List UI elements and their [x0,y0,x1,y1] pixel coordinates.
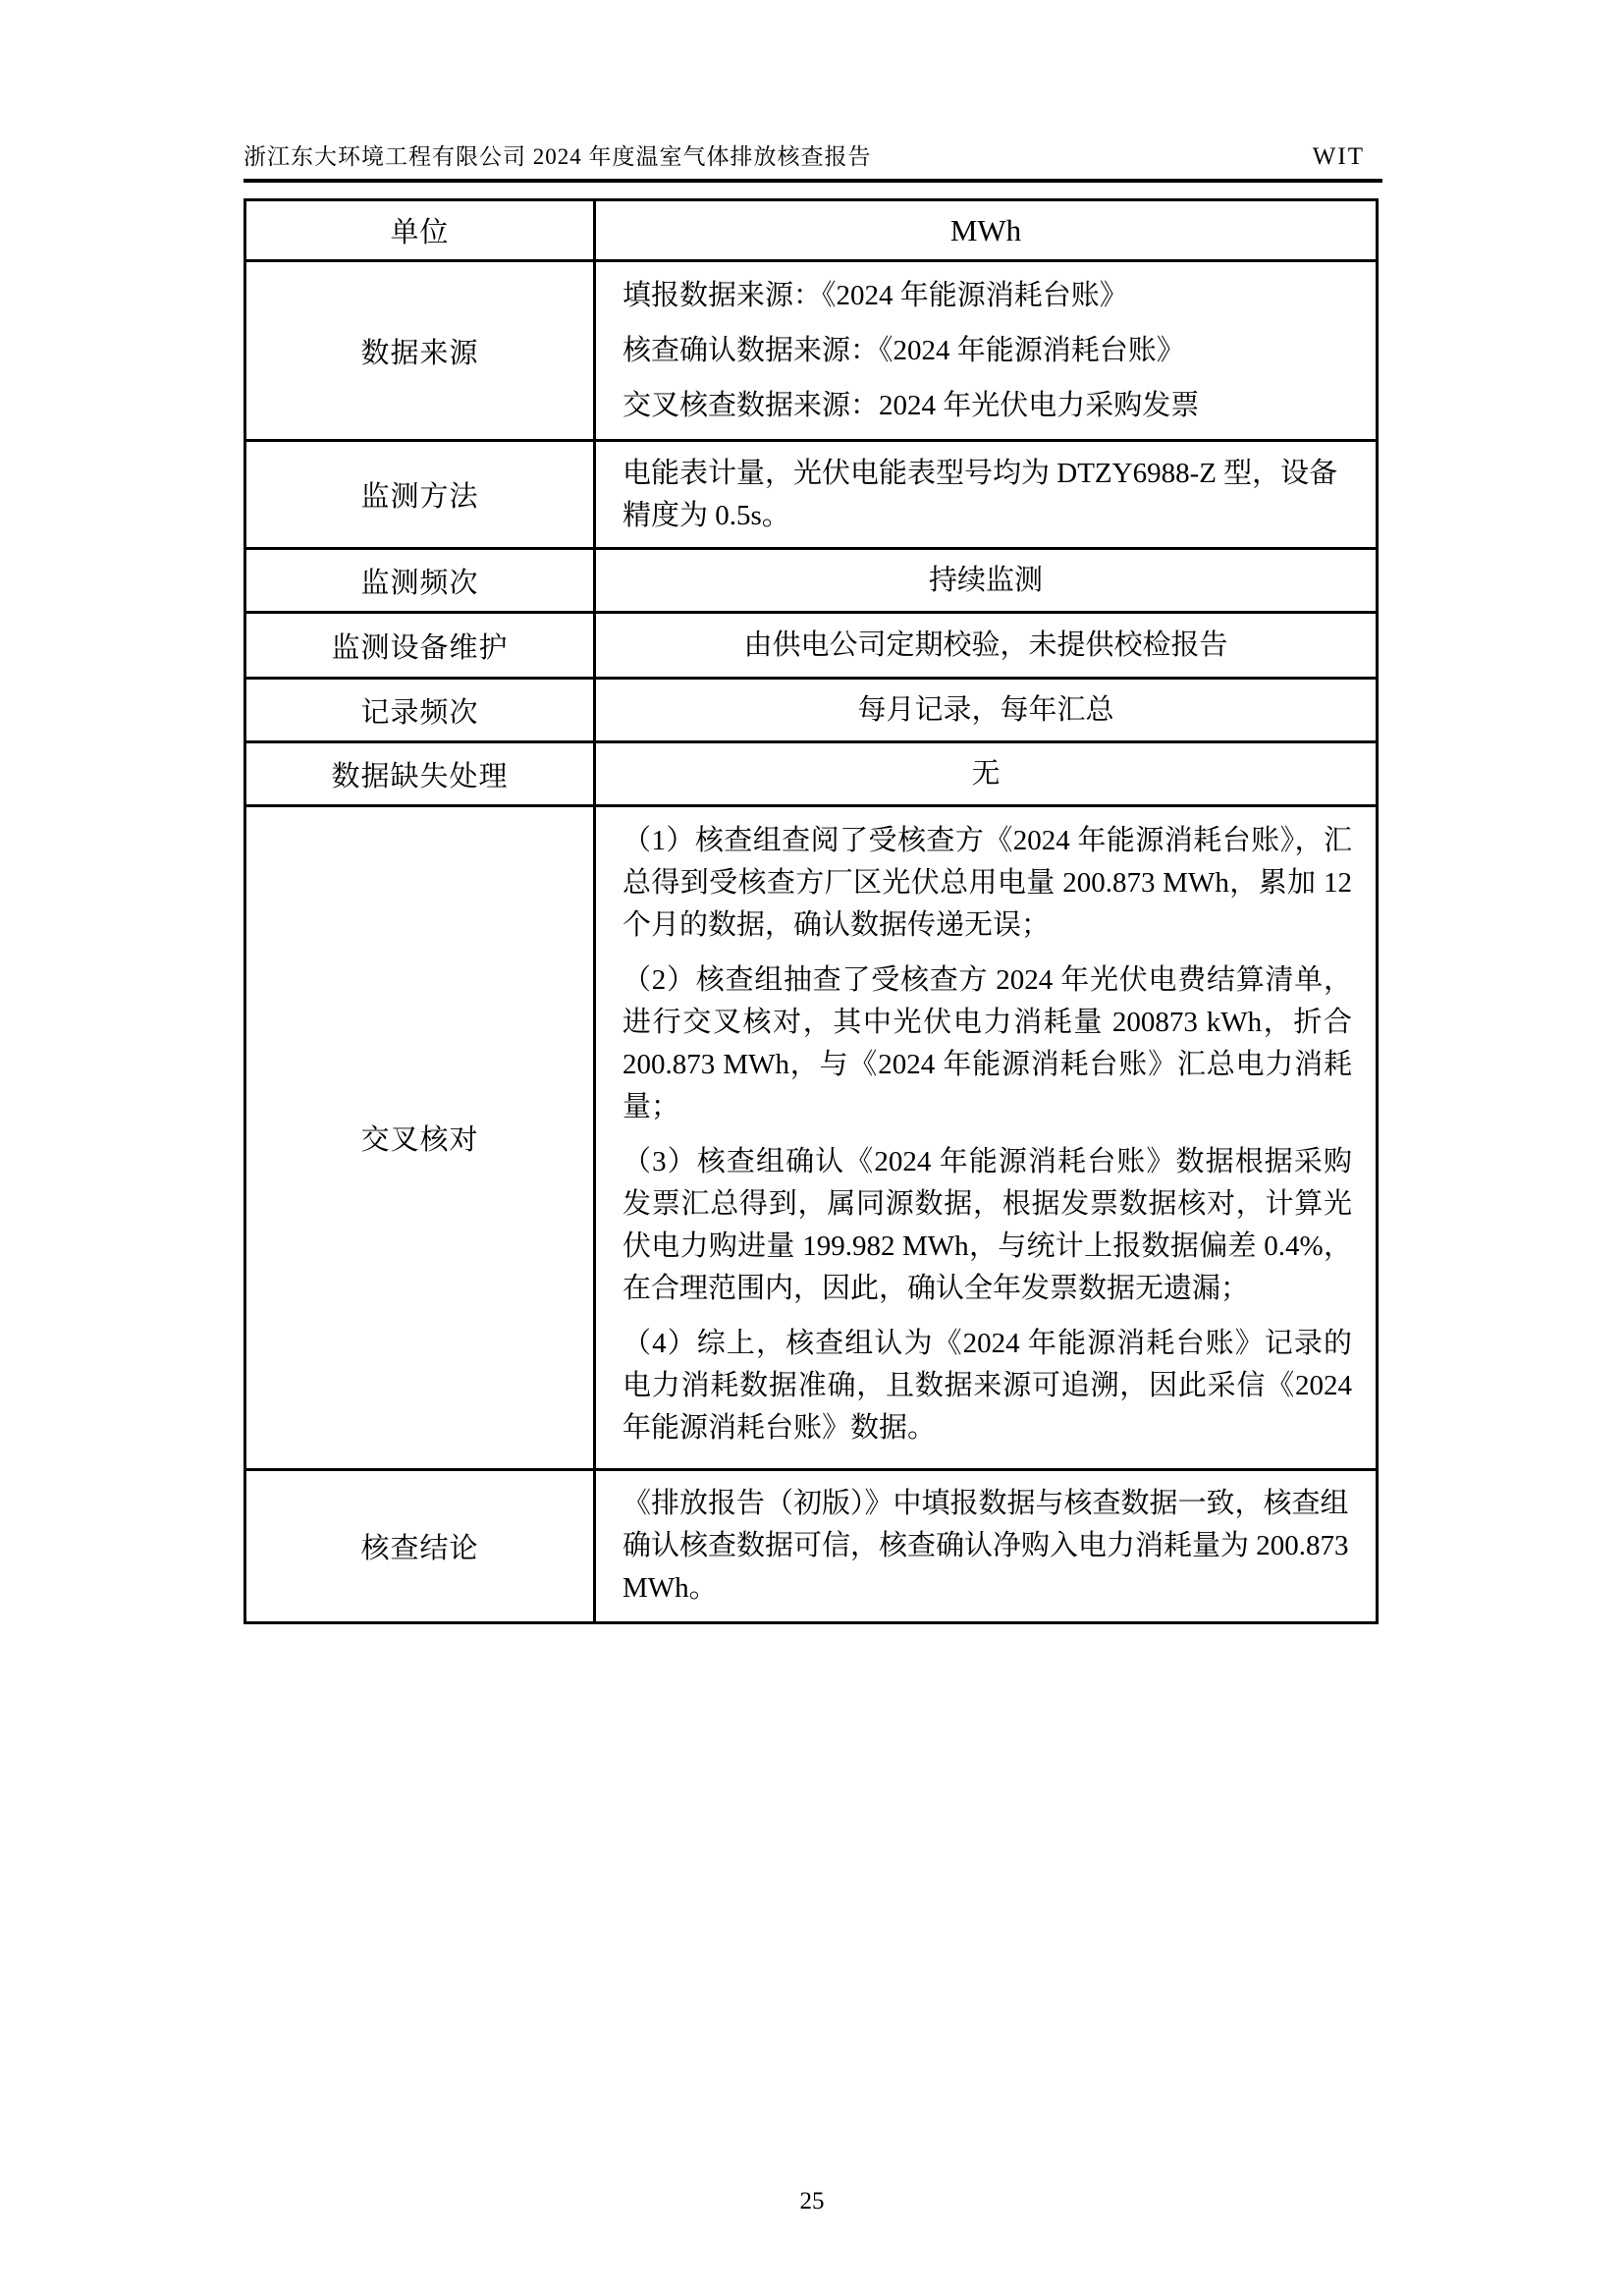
data-source-line: 交叉核查数据来源：2024 年光伏电力采购发票 [623,390,1200,421]
table-row-unit [245,200,1378,261]
table-row-cross-check [245,806,1378,1470]
row-label: 交叉核对 [245,806,595,1470]
cross-check-paragraph: （3）核查组确认《2024 年能源消耗台账》数据根据采购发票汇总得到，属同源数据，根据发票数据核对，计算光伏电力购进量 199.982 MWh，与统计上报数据偏差 0.4%，在合理范围内，因此，确认全年发票数据无遗漏； [623,1146,1352,1304]
table-row-record-frequency [245,679,1378,742]
table-row-device-maintenance [245,613,1378,679]
monitoring-data-table [244,198,1379,1624]
table-row-monitoring-method [245,441,1378,549]
data-source-line: 填报数据来源：《2024 年能源消耗台账》 [623,280,1128,311]
header-logo: WIT [1312,143,1365,170]
row-label: 监测设备维护 [245,613,595,679]
table-row-data-source [245,261,1378,441]
page-number: 25 [799,2188,825,2214]
page-header [244,116,1382,183]
row-label: 监测方法 [245,441,595,549]
table-row-verification-conclusion [245,1470,1378,1623]
cross-check-paragraph: （1）核查组查阅了受核查方《2024 年能源消耗台账》，汇总得到受核查方厂区光伏总用电量 200.873 MWh，累加 12 个月的数据，确认数据传递无误； [623,825,1352,941]
row-label: 核查结论 [245,1470,595,1623]
row-label: 记录频次 [245,679,595,742]
cross-check-paragraph: （2）核查组抽查了受核查方 2024 年光伏电费结算清单，进行交叉核对，其中光伏电力消耗量 200873 kWh，折合 200.873 MWh，与《2024 年能源消耗台账》汇总电力消耗量； [623,964,1352,1122]
row-value: 电能表计量，光伏电能表型号均为 DTZY6988-Z 型，设备精度为 0.5s。 [595,441,1378,549]
table-row-missing-data-handling [245,742,1378,806]
row-value: 由供电公司定期校验，未提供校检报告 [595,613,1378,679]
row-label: 数据缺失处理 [245,742,595,806]
row-label: 监测频次 [245,549,595,613]
data-source-line: 核查确认数据来源：《2024 年能源消耗台账》 [623,335,1185,366]
row-value [595,261,1378,441]
cross-check-paragraph: （4）综上，核查组认为《2024 年能源消耗台账》记录的电力消耗数据准确，且数据来源可追溯，因此采信《2024 年能源消耗台账》数据。 [623,1328,1352,1444]
row-value: MWh [595,200,1378,261]
row-value: 无 [595,742,1378,806]
row-value: 《排放报告（初版）》中填报数据与核查数据一致，核查组确认核查数据可信，核查确认净购入电力消耗量为 200.873 MWh。 [595,1470,1378,1623]
table-row-monitoring-frequency [245,549,1378,613]
header-title: 浙江东大环境工程有限公司 2024 年度温室气体排放核查报告 [244,144,872,169]
row-label: 单位 [245,200,595,261]
row-value [595,806,1378,1470]
row-value: 每月记录，每年汇总 [595,679,1378,742]
row-label: 数据来源 [245,261,595,441]
row-value: 持续监测 [595,549,1378,613]
